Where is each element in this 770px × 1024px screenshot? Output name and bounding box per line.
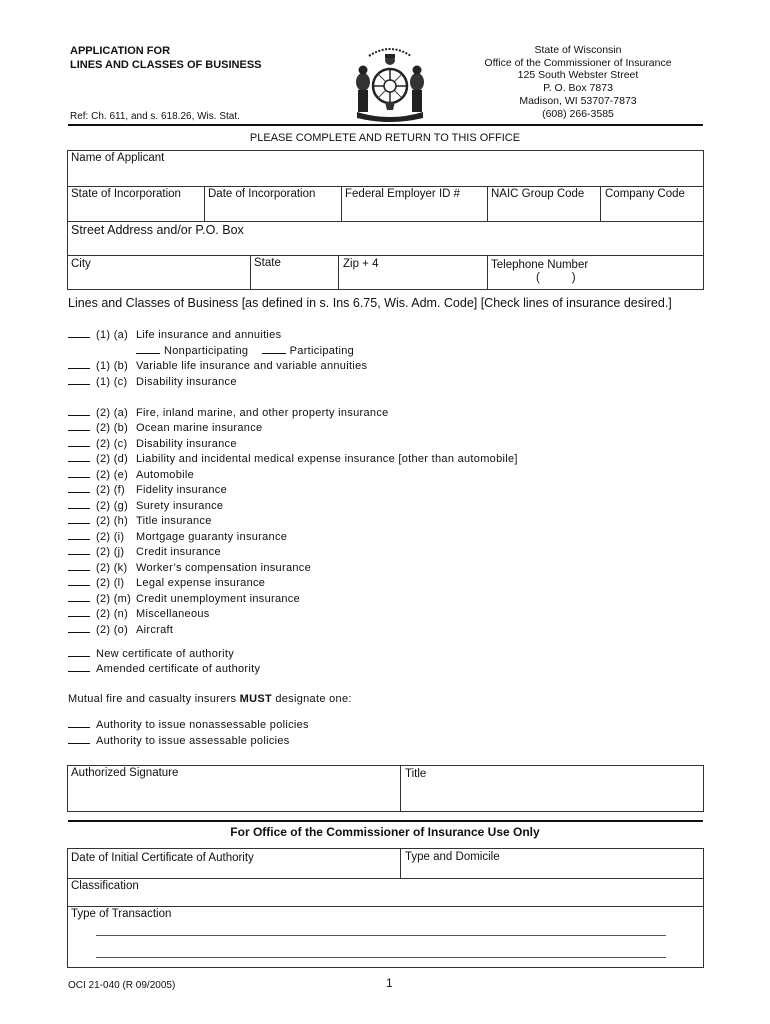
line-checkbox-2m[interactable] [68, 591, 300, 606]
line-checkbox-2f[interactable] [68, 482, 227, 497]
line-text: Credit insurance [136, 546, 221, 558]
line-code: (2) (o) [96, 624, 129, 636]
transaction-line[interactable] [96, 935, 666, 936]
check-blank[interactable] [68, 622, 90, 633]
line-text: Ocean marine insurance [136, 422, 263, 434]
initial-certificate-date-field[interactable]: Date of Initial Certificate of Authority [71, 852, 254, 864]
check-blank[interactable] [68, 606, 90, 617]
line-checkbox-2j[interactable] [68, 544, 221, 559]
header-divider [68, 124, 703, 126]
office-line: Office of the Commissioner of Insurance [484, 56, 672, 69]
line-code: (2) (d) [96, 453, 129, 465]
line-checkbox-2n[interactable] [68, 606, 210, 621]
transaction-line[interactable] [96, 957, 666, 958]
zip-field[interactable]: Zip + 4 [343, 258, 379, 270]
line-text: Miscellaneous [136, 608, 210, 620]
check-blank[interactable] [68, 661, 90, 672]
line-text: Automobile [136, 469, 195, 481]
telephone-area-code: ( ) [536, 272, 576, 284]
authority-text: Authority to issue nonassessable policies [96, 719, 309, 731]
form-title [70, 44, 300, 72]
check-blank[interactable] [68, 575, 90, 586]
row-divider [67, 906, 704, 907]
col-divider [487, 255, 488, 290]
check-blank[interactable] [68, 436, 90, 447]
line-text: Liability and incidental medical expense insurance [other than automobile] [136, 453, 518, 465]
certificate-text: New certificate of authority [96, 648, 235, 660]
line-checkbox-2l[interactable] [68, 575, 265, 590]
line-code: (2) (b) [96, 422, 129, 434]
title-field[interactable]: Title [405, 768, 427, 780]
col-divider [338, 255, 339, 290]
check-blank[interactable] [68, 405, 90, 416]
line-code: (2) (m) [96, 593, 132, 605]
line-text: Credit unemployment insurance [136, 593, 300, 605]
check-blank[interactable] [68, 513, 90, 524]
check-blank[interactable] [68, 358, 90, 369]
col-divider [400, 848, 401, 878]
col-divider [250, 255, 251, 290]
line-text: Worker’s compensation insurance [136, 562, 311, 574]
line-checkbox-2g[interactable] [68, 498, 223, 513]
row-divider [67, 186, 704, 187]
office-use-divider [68, 820, 703, 822]
assessable-checkbox[interactable] [68, 733, 290, 748]
line-code: (2) (j) [96, 546, 125, 558]
line-code: (2) (g) [96, 500, 129, 512]
line-text: Surety insurance [136, 500, 224, 512]
street-address-field[interactable]: Street Address and/or P.O. Box [71, 223, 244, 237]
col-divider [400, 765, 401, 812]
row-divider [67, 878, 704, 879]
type-of-transaction-field[interactable]: Type of Transaction [71, 908, 172, 920]
line-code: (1) (a) [96, 329, 129, 341]
participating-label: Participating [289, 345, 355, 357]
statute-reference: Ref: Ch. 611, and s. 618.26, Wis. Stat. [70, 111, 240, 122]
line-code: (2) (l) [96, 577, 125, 589]
line-text: Title insurance [136, 515, 212, 527]
line-code: (1) (b) [96, 360, 129, 372]
check-blank[interactable] [68, 560, 90, 571]
page-number: 1 [386, 976, 393, 990]
check-blank[interactable] [68, 420, 90, 431]
naic-group-code-field[interactable]: NAIC Group Code [491, 188, 585, 200]
lines-heading: Lines and Classes of Business [as defined in s. Ins 6.75, Wis. Adm. Code] [Check lines of insurance desired.] [68, 296, 672, 310]
state-field[interactable]: State [254, 257, 281, 269]
type-and-domicile-field[interactable]: Type and Domicile [405, 851, 500, 863]
nonparticipating-label: Nonparticipating [164, 345, 249, 357]
form-title-line-2: LINES AND CLASSES OF BUSINESS [70, 59, 262, 71]
line-checkbox-1b[interactable] [68, 358, 367, 373]
authorized-signature-field[interactable]: Authorized Signature [71, 767, 179, 779]
office-line: (608) 266-3585 [542, 107, 614, 120]
certificate-text: Amended certificate of authority [96, 663, 261, 675]
line-code: (2) (f) [96, 484, 125, 496]
line-text: Aircraft [136, 624, 174, 636]
line-checkbox-2c[interactable] [68, 436, 237, 451]
line-text: Disability insurance [136, 438, 237, 450]
line-checkbox-2o[interactable] [68, 622, 173, 637]
name-of-applicant-field[interactable]: Name of Applicant [71, 152, 165, 164]
line-checkbox-2i[interactable] [68, 529, 287, 544]
line-code: (1) (c) [96, 376, 128, 388]
nonparticipating-blank[interactable] [136, 343, 160, 354]
row-divider [67, 221, 704, 222]
mutual-designation-note [68, 692, 352, 707]
federal-employer-id-field[interactable]: Federal Employer ID # [345, 188, 461, 200]
company-code-field[interactable]: Company Code [605, 188, 685, 200]
line-code: (2) (c) [96, 438, 128, 450]
state-of-incorporation-field[interactable]: State of Incorporation [71, 188, 181, 200]
line-checkbox-2d[interactable] [68, 451, 518, 466]
line-text: Mortgage guaranty insurance [136, 531, 288, 543]
col-divider [341, 186, 342, 221]
classification-field[interactable]: Classification [71, 880, 139, 892]
authority-text: Authority to issue assessable policies [96, 735, 290, 747]
mutual-prefix: Mutual fire and casualty insurers [68, 693, 240, 705]
check-blank[interactable] [68, 498, 90, 509]
office-address [458, 44, 698, 120]
applicant-info-table [67, 150, 704, 290]
check-blank[interactable] [68, 717, 90, 728]
check-blank[interactable] [68, 467, 90, 478]
office-line: Madison, WI 53707-7873 [519, 94, 637, 107]
participation-options [136, 343, 354, 358]
check-blank[interactable] [68, 733, 90, 744]
line-text: Variable life insurance and variable annuities [136, 360, 368, 372]
nonassessable-checkbox[interactable] [68, 717, 309, 732]
mutual-must: MUST [239, 693, 272, 705]
office-line: P. O. Box 7873 [543, 82, 613, 95]
line-code: (2) (i) [96, 531, 125, 543]
participating-blank[interactable] [262, 343, 286, 354]
line-checkbox-2b[interactable] [68, 420, 262, 435]
col-divider [600, 186, 601, 221]
new-certificate-checkbox[interactable] [68, 646, 234, 661]
check-blank[interactable] [68, 451, 90, 462]
line-code: (2) (h) [96, 515, 129, 527]
wisconsin-seal-icon [349, 40, 431, 122]
telephone-number-field[interactable]: Telephone Number [491, 259, 589, 271]
line-checkbox-1a[interactable] [68, 327, 281, 342]
line-checkbox-1c[interactable] [68, 374, 237, 389]
office-line: 125 South Webster Street [517, 69, 639, 82]
line-text: Legal expense insurance [136, 577, 266, 589]
check-blank[interactable] [68, 374, 90, 385]
line-text: Life insurance and annuities [136, 329, 282, 341]
date-of-incorporation-field[interactable]: Date of Incorporation [208, 188, 316, 200]
return-instruction: PLEASE COMPLETE AND RETURN TO THIS OFFICE [249, 132, 521, 144]
check-blank[interactable] [68, 591, 90, 602]
col-divider [487, 186, 488, 221]
mutual-suffix: designate one: [271, 693, 352, 705]
city-field[interactable]: City [71, 258, 91, 270]
check-blank[interactable] [68, 327, 90, 338]
line-code: (2) (k) [96, 562, 128, 574]
line-code: (2) (e) [96, 469, 129, 481]
row-divider [67, 255, 704, 256]
line-checkbox-2a[interactable] [68, 405, 389, 420]
office-use-heading: For Office of the Commissioner of Insurance Use Only [230, 825, 540, 839]
check-blank[interactable] [68, 646, 90, 657]
line-checkbox-2k[interactable] [68, 560, 311, 575]
line-checkbox-2e[interactable] [68, 467, 194, 482]
line-text: Disability insurance [136, 376, 237, 388]
line-text: Fire, inland marine, and other property insurance [136, 407, 389, 419]
col-divider [204, 186, 205, 221]
form-title-line-1: APPLICATION FOR [70, 45, 171, 57]
line-text: Fidelity insurance [136, 484, 227, 496]
check-blank[interactable] [68, 544, 90, 555]
line-code: (2) (n) [96, 608, 129, 620]
office-line: State of Wisconsin [534, 44, 622, 56]
check-blank[interactable] [68, 529, 90, 540]
line-code: (2) (a) [96, 407, 129, 419]
amended-certificate-checkbox[interactable] [68, 661, 260, 676]
form-number: OCI 21-040 (R 09/2005) [68, 980, 176, 991]
check-blank[interactable] [68, 482, 90, 493]
line-checkbox-2h[interactable] [68, 513, 212, 528]
